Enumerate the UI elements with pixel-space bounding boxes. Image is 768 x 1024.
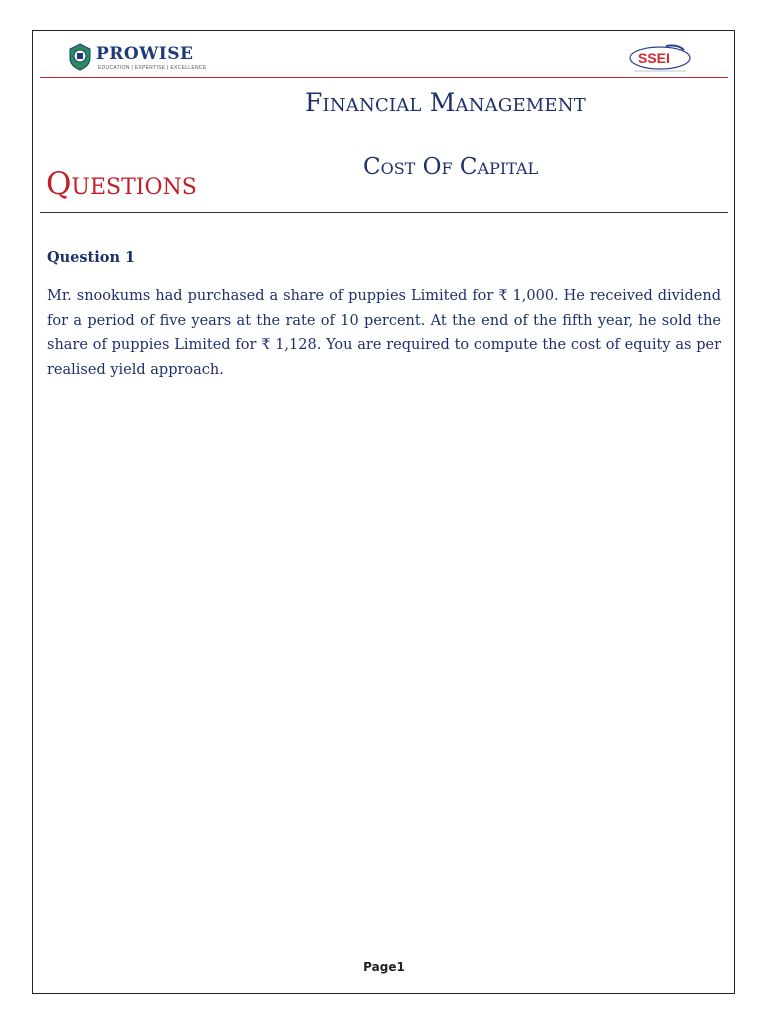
page-number: Page1 — [363, 960, 405, 974]
prowise-brand: PROWISE — [96, 44, 194, 64]
section-divider — [40, 212, 728, 213]
question-label: Question 1 — [47, 249, 136, 266]
question-text: Mr. snookums had purchased a share of puppies Limited for ₹ 1,000. He received dividend for a period of five years at the rate of 10 percent. At the end of the fifth year, he sold the share of puppies Limited for ₹ 1,128. You are required to compute the cost of equity as per realised yield approach. — [47, 288, 721, 378]
prowise-logo — [66, 42, 216, 76]
prowise-tagline: EDUCATION | EXPERTISE | EXCELLENCE — [98, 65, 207, 71]
section-heading: Questions — [46, 166, 197, 202]
document-title: Financial Management — [305, 88, 586, 117]
ssei-logo — [626, 42, 694, 76]
header-divider — [40, 77, 728, 78]
prowise-emblem-icon — [66, 42, 94, 72]
ssei-brand: SSEI — [638, 50, 670, 66]
document-subtitle: Cost Of Capital — [363, 154, 539, 180]
